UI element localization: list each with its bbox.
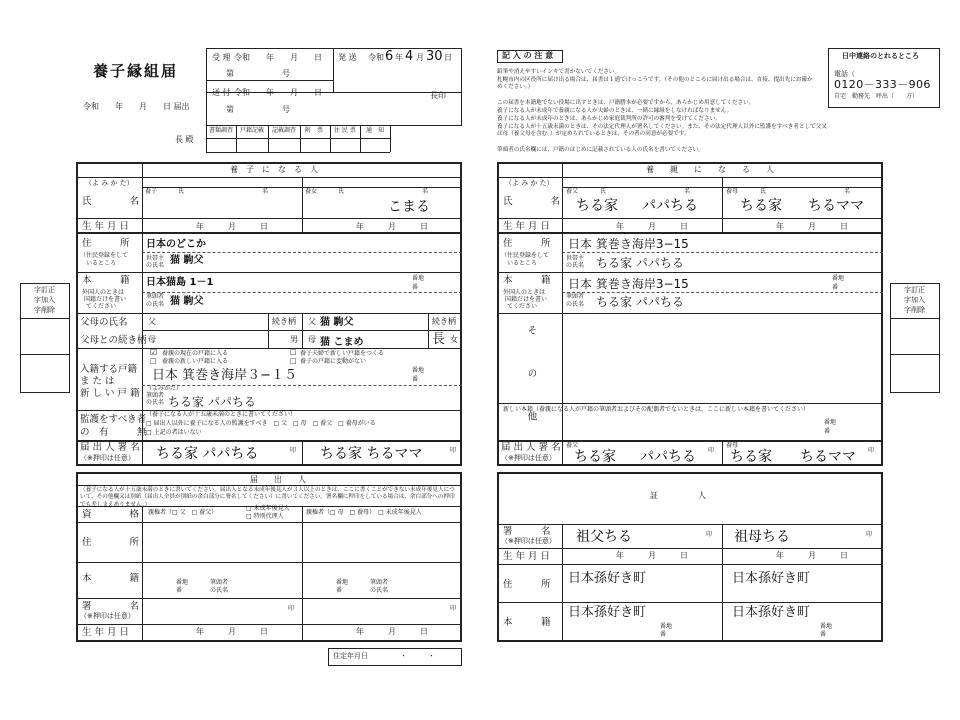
side-r-0: 字訂正 (904, 286, 925, 294)
legal-banchi2: 番地 (336, 579, 349, 586)
sent-no: 第 号 (226, 105, 290, 114)
honseki-note1: 外国人のときは (82, 289, 125, 296)
yofu-tag: 養子 (145, 188, 158, 195)
dispatch-era: 令和 (368, 53, 384, 62)
r-sei1: 氏 (600, 188, 607, 195)
side-r-1: 字加入 (904, 296, 925, 304)
w2-seal: 印 (866, 531, 873, 538)
w-banchi1: 番地 (660, 623, 673, 630)
legal-birth-label: 生 年 月 日 (82, 627, 130, 638)
addr-label: 住 所 (82, 238, 130, 249)
receipt-label: 受 理 (212, 53, 231, 62)
hittosha-l2: の氏名 (146, 301, 165, 308)
receipt-date: 令和 年 月 日 (234, 53, 322, 62)
legal-header: 届 出 人 (250, 475, 306, 484)
honseki-note3: てください (86, 303, 117, 310)
signer-label1: 届 出 人 署 名 (80, 442, 140, 453)
yojo-tag: 養女 (305, 188, 318, 195)
phone-number[interactable]: 0120－333－906 (834, 78, 931, 91)
ban: 番 (412, 284, 419, 291)
addr-note1: （住民登録をして (80, 252, 129, 259)
notes-0: 鉛筆や消えやすいインキで書かないでください。 (497, 69, 621, 75)
kantoku-label2: の 有 無 (80, 427, 147, 438)
ban-2: 番 (412, 376, 419, 383)
hittosha-l1: 筆頭者 (146, 293, 165, 300)
r-addr-note1: （住民登録をして (501, 252, 550, 259)
signer-label2: （※押印は任意） (80, 454, 135, 462)
adopter-header: 養 親 に な る 人 (646, 165, 774, 174)
dispatch-day: 30 (426, 49, 443, 64)
dispatch-m: 月 (416, 53, 424, 62)
r-hh-l1: 世帯主 (566, 255, 585, 262)
r-addr-note2: いるところ (507, 260, 538, 267)
koseki-label3: 新 し い 戸 籍 (80, 388, 140, 399)
eldest[interactable]: 長 (432, 332, 446, 347)
yofu-sei: 氏 (178, 188, 185, 195)
adoptee-honseki[interactable]: 日本猫島 1－1 (146, 277, 214, 288)
legal-addr-label: 住 所 (82, 537, 140, 548)
jutei-dots: ・ ・ (400, 652, 435, 660)
form-title: 養子縁組届 (93, 62, 179, 80)
r-seal2: 印 (868, 447, 875, 454)
r-mei1: 名 (684, 188, 691, 195)
r-signer-father-sei[interactable]: ちる家 (574, 449, 616, 465)
kantoku-note: （養子になる人が十五歳未満のときに書いてください） (146, 411, 297, 418)
legal-hittosha2b: の氏名 (370, 587, 389, 594)
legal-banchi1: 番地 (176, 579, 189, 586)
parents-label: 父母の氏名 (80, 317, 128, 328)
opt3-label: 養子夫婦で新しい戸籍をつくる (300, 350, 385, 357)
r-signer-label1: 届 出 人 署 名 (501, 442, 561, 453)
r-signer-mother-sei[interactable]: ちる家 (730, 449, 772, 465)
r-honseki-note2: 国籍だけを書い (505, 296, 548, 303)
w-addr-label: 住 所 (503, 579, 551, 590)
notes-title: 記 入 の 注 意 (502, 51, 554, 60)
r-birth2: 年 月 日 (776, 222, 848, 231)
r-seal1: 印 (708, 447, 715, 454)
signer-father[interactable]: ちる家 パパちる (156, 446, 259, 462)
new-hittosha[interactable]: ちる家 パパちる (168, 395, 256, 409)
zokugara-1: 続き柄 (272, 317, 296, 326)
r-birth1: 年 月 日 (616, 222, 688, 231)
father-label: 父 (148, 317, 156, 326)
dispatch-d: 日 (444, 53, 452, 62)
new-hittosha-l1: 筆頭者 (146, 392, 165, 399)
signer1-seal: 印 (290, 447, 297, 454)
qual-mid1[interactable]: □ 未成年後見人 (246, 505, 290, 512)
yojo-sei: 氏 (338, 188, 345, 195)
adoptee-mother-name[interactable]: 猫 こまめ (320, 337, 364, 348)
birth-label: 生 年 月 日 (82, 221, 130, 232)
father2-label: 父 (308, 317, 316, 326)
r-yomi: （よ み か た） (505, 179, 554, 187)
w-birth2: 年 月 日 (776, 551, 848, 560)
r-hitto-l2: の氏名 (566, 301, 585, 308)
new-honseki-note: 新しい本籍（養親になる人が戸籍の筆頭者およびその配偶者でないときは、ここに新しい本籍を書いてください） (503, 406, 810, 413)
w-ban2: 番 (820, 631, 827, 638)
banchi-2: 番地 (412, 367, 425, 374)
notes-4: 養子になる人が未成年のときは、あらかじめ家庭裁判所の許可の審判を受けてください。 (497, 116, 721, 122)
witness1-name[interactable]: 祖父ちる (576, 529, 632, 545)
legal-hittosha2: 筆頭者 (370, 579, 389, 586)
notes-6: 筆頭者の氏名欄には、戸籍のはじめに記載されている人の氏名を書いてください。 (497, 147, 704, 153)
phone-label: 電話（ (834, 70, 855, 78)
addr-note2: いるところ (86, 260, 117, 267)
female-label: 女 (450, 335, 458, 344)
yomi-label: （よ み か た） (85, 179, 134, 187)
name-label: 氏 名 (82, 196, 140, 207)
office-col-1: 戸籍記載 (240, 127, 265, 134)
office-col-2: 記載調査 (272, 127, 297, 134)
side-l-2: 字削除 (34, 306, 55, 314)
jutei-label: 住定年月日 (333, 652, 368, 660)
dispatch-month: 4 (405, 49, 414, 64)
w-banchi2: 番地 (820, 623, 833, 630)
legal-seal1: 印 (288, 605, 295, 612)
notes-2: この届書を本籍地でない役場に出すときは、戸籍謄本が必要ですから、あらかじめ用意してください。 (497, 100, 755, 106)
legal-sign-label2: （※押印は任意） (80, 612, 135, 620)
r-other-label: そ の 他 (525, 325, 537, 433)
r-sei2: 氏 (760, 188, 767, 195)
sent-date: 令和 年 月 日 (234, 88, 322, 97)
adoptee-hittosha[interactable]: 猫 駒父 (170, 296, 204, 307)
adoptee-father-name[interactable]: 猫 駒父 (320, 317, 354, 328)
legal-seal2: 印 (450, 605, 457, 612)
adopter-father-sei[interactable]: ちる家 (576, 198, 618, 214)
koseki-label2: ま た は (80, 376, 115, 387)
contact-places: 自宅 勤務先 呼出（ 方） (834, 93, 919, 100)
r-birth-label: 生 年 月 日 (503, 221, 551, 232)
w-birth1: 年 月 日 (616, 551, 688, 560)
receipt-no: 第 号 (226, 69, 290, 78)
kantoku-label1: 監護をすべき者 (80, 414, 147, 425)
dispatch-y: 年 (395, 53, 403, 62)
r-honseki-note1: 外国人のときは (503, 289, 546, 296)
r-hh-l2: の氏名 (566, 262, 585, 269)
householder-l1: 世帯主 (146, 255, 165, 262)
adoptee-address[interactable]: 日本のどこか (146, 239, 206, 250)
r-addr-label: 住 所 (503, 238, 551, 249)
legal-note: （養子になる人が十五歳未満のときに書いてください。届出人となる未成年後見人が３人以上のときは、ここに書くことができない未成年後見人について、その他欄又は別紙（届出人全員が別紙の余白部分に署名してください）に書いてください。署名欄に押印をしている場合は、余白部分への押印でも差し支えありません。） (80, 487, 455, 508)
r-ban2: 番 (824, 428, 831, 435)
kantoku-opt2[interactable]: □ 上記の者はいない (146, 429, 202, 436)
office-col-5: 通 知 (366, 127, 385, 134)
yojo-mei: 名 (422, 188, 429, 195)
male-label: 男 (290, 335, 298, 344)
householder-l2: の氏名 (146, 262, 165, 269)
r-signer-father-tag: 養父 (566, 442, 579, 449)
side-l-0: 字訂正 (34, 286, 55, 294)
adopter-father-mei[interactable]: パパちる (642, 198, 698, 214)
r-mother-tag: 養母 (726, 188, 739, 195)
w-honseki-label: 本 籍 (503, 617, 551, 628)
notes-5: 養子になる人が十五歳未満のときは、その法定代理人が署名してください。また、その法定代理人以外に監護をすべき者として父又は母（養父母を含む。）が定められているときは、その者の同意が必要です。 (497, 124, 827, 138)
notify-date: 令和 年 月 日 届出 (83, 102, 190, 111)
witness-header: 証 人 (650, 491, 706, 500)
adopter-address[interactable]: 日本 箕巻き海岸3−15 (568, 237, 689, 251)
r-ban: 番 (832, 284, 839, 291)
mother-label: 母 (148, 335, 156, 344)
signer2-seal: 印 (450, 447, 457, 454)
r-signer-label2: （※押印は任意） (501, 454, 556, 462)
adopter-hittosha[interactable]: ちる家 パパちる (596, 295, 684, 309)
legal-ban2: 番 (336, 587, 343, 594)
adoptee-name[interactable]: こまる (388, 199, 430, 215)
adopter-mother-sei[interactable]: ちる家 (740, 198, 782, 214)
r-mei2: 名 (844, 188, 851, 195)
mother2-label: 母 (308, 335, 316, 344)
w-birth-label: 生 年 月 日 (503, 551, 551, 562)
addressee: 長 殿 (175, 135, 194, 144)
box-opt4[interactable]: □ (290, 357, 297, 365)
r-signer-mother-mei[interactable]: ちるママ (800, 449, 856, 465)
banchi: 番地 (412, 275, 425, 282)
witness2-address[interactable]: 日本孫好き町 (732, 571, 811, 586)
office-col-4: 住 民 票 (334, 127, 356, 134)
r-name-label: 氏 名 (503, 196, 561, 207)
qual1[interactable]: 親権者（□ 父 □ 養父） (148, 509, 218, 516)
dispatch-year: 6 (385, 49, 394, 64)
kantoku-opt1[interactable]: □ 届出人以外に養子になる人の監護をすべき □ 父 □ 母 □ 養父 □ 養母がいる (146, 420, 376, 427)
new-hittosha-l2: の氏名 (146, 399, 165, 406)
w-ban1: 番 (660, 631, 667, 638)
yofu-mei: 名 (262, 188, 269, 195)
r-hitto-l1: 筆頭者 (566, 293, 585, 300)
witness2-name[interactable]: 祖母ちる (734, 529, 790, 545)
legal-birth2: 年 月 日 (356, 627, 428, 636)
r-signer-mother-tag: 養母 (726, 442, 739, 449)
side-r-2: 字削除 (904, 306, 925, 314)
adopter-mother-mei[interactable]: ちるママ (808, 198, 864, 214)
witness1-address[interactable]: 日本孫好き町 (568, 571, 647, 586)
opt4-label: 養子の戸籍に変動がない (300, 358, 367, 365)
adopter-householder[interactable]: ちる家 パパちる (596, 256, 684, 270)
r-banchi: 番地 (832, 275, 845, 282)
legal-hittosha1: 筆頭者 (210, 579, 229, 586)
opt1-label: 養親の現在の戸籍に入る (162, 350, 229, 357)
qual2[interactable]: 親権者（□ 母 □ 養母） □ 未成年後見人 (306, 509, 422, 516)
office-col-3: 附 票 (305, 127, 324, 134)
legal-sign-label1: 署 名 (82, 601, 140, 612)
adopter-honseki[interactable]: 日本 箕巻き海岸3−15 (568, 277, 689, 291)
qual-label: 資 格 (82, 509, 140, 520)
legal-hittosha1b: の氏名 (210, 587, 229, 594)
contact-title: 日中連絡のとれるところ (842, 52, 919, 60)
w-sign-label1: 署 名 (503, 526, 551, 537)
koseki-address[interactable]: 日本 箕巻き海岸３−１５ (152, 368, 298, 383)
honseki-label: 本 籍 (82, 275, 130, 286)
legal-ban1: 番 (176, 587, 183, 594)
yomi-small: （よみかた） (146, 385, 183, 392)
chief-seal: 長印 (430, 91, 446, 100)
sent-label: 送 付 (212, 88, 231, 97)
w-sign-label2: （※押印は任意） (501, 537, 556, 545)
r-honseki-note3: てください (507, 303, 538, 310)
office-col-0: 書類調査 (209, 127, 234, 134)
box-opt3[interactable]: □ (290, 348, 297, 356)
r-honseki-label: 本 籍 (503, 275, 551, 286)
r-father-tag: 養父 (566, 188, 579, 195)
notes-3: 養子になる人が未成年で養親になる人が夫婦のときは、一緒に縁組をしなければなりません。 (497, 108, 733, 114)
signer-mother[interactable]: ちる家 ちるママ (320, 446, 423, 462)
adoptee-householder[interactable]: 猫 駒父 (170, 255, 204, 266)
check-opt1[interactable]: ☑ (150, 348, 158, 357)
legal-honseki-label: 本 籍 (82, 573, 140, 584)
side-l-1: 字加入 (34, 296, 55, 304)
honseki-note2: 国籍だけを書い (84, 296, 127, 303)
zokugara-2: 続き柄 (432, 317, 456, 326)
w1-seal: 印 (706, 531, 713, 538)
r-banchi2: 番地 (824, 419, 837, 426)
koseki-label1: 入籍する戸籍 (80, 364, 138, 375)
legal-birth1: 年 月 日 (196, 627, 268, 636)
box-opt2[interactable]: □ (150, 357, 157, 365)
birth-yojo: 年 月 日 (356, 222, 428, 231)
r-signer-father-mei[interactable]: パパちる (640, 449, 696, 465)
notes-1: 札幌市内の区役所に届け出る場合は、届書は１通でけっこうです。（その他のところに届け出る場合は、直接、提出先にお確かめください。） (497, 77, 813, 91)
opt2-label: 養親の新しい戸籍に入る (162, 358, 229, 365)
qual-mid2[interactable]: □ 特別代理人 (246, 513, 284, 520)
relation-label: 父母との続き柄 (80, 335, 147, 346)
birth-yofu: 年 月 日 (196, 222, 268, 231)
witness1-honseki[interactable]: 日本孫好き町 (568, 605, 647, 620)
dispatch-label: 発 送 (338, 53, 357, 62)
witness2-honseki[interactable]: 日本孫好き町 (732, 605, 811, 620)
adoptee-header: 養 子 に な る 人 (230, 165, 318, 174)
